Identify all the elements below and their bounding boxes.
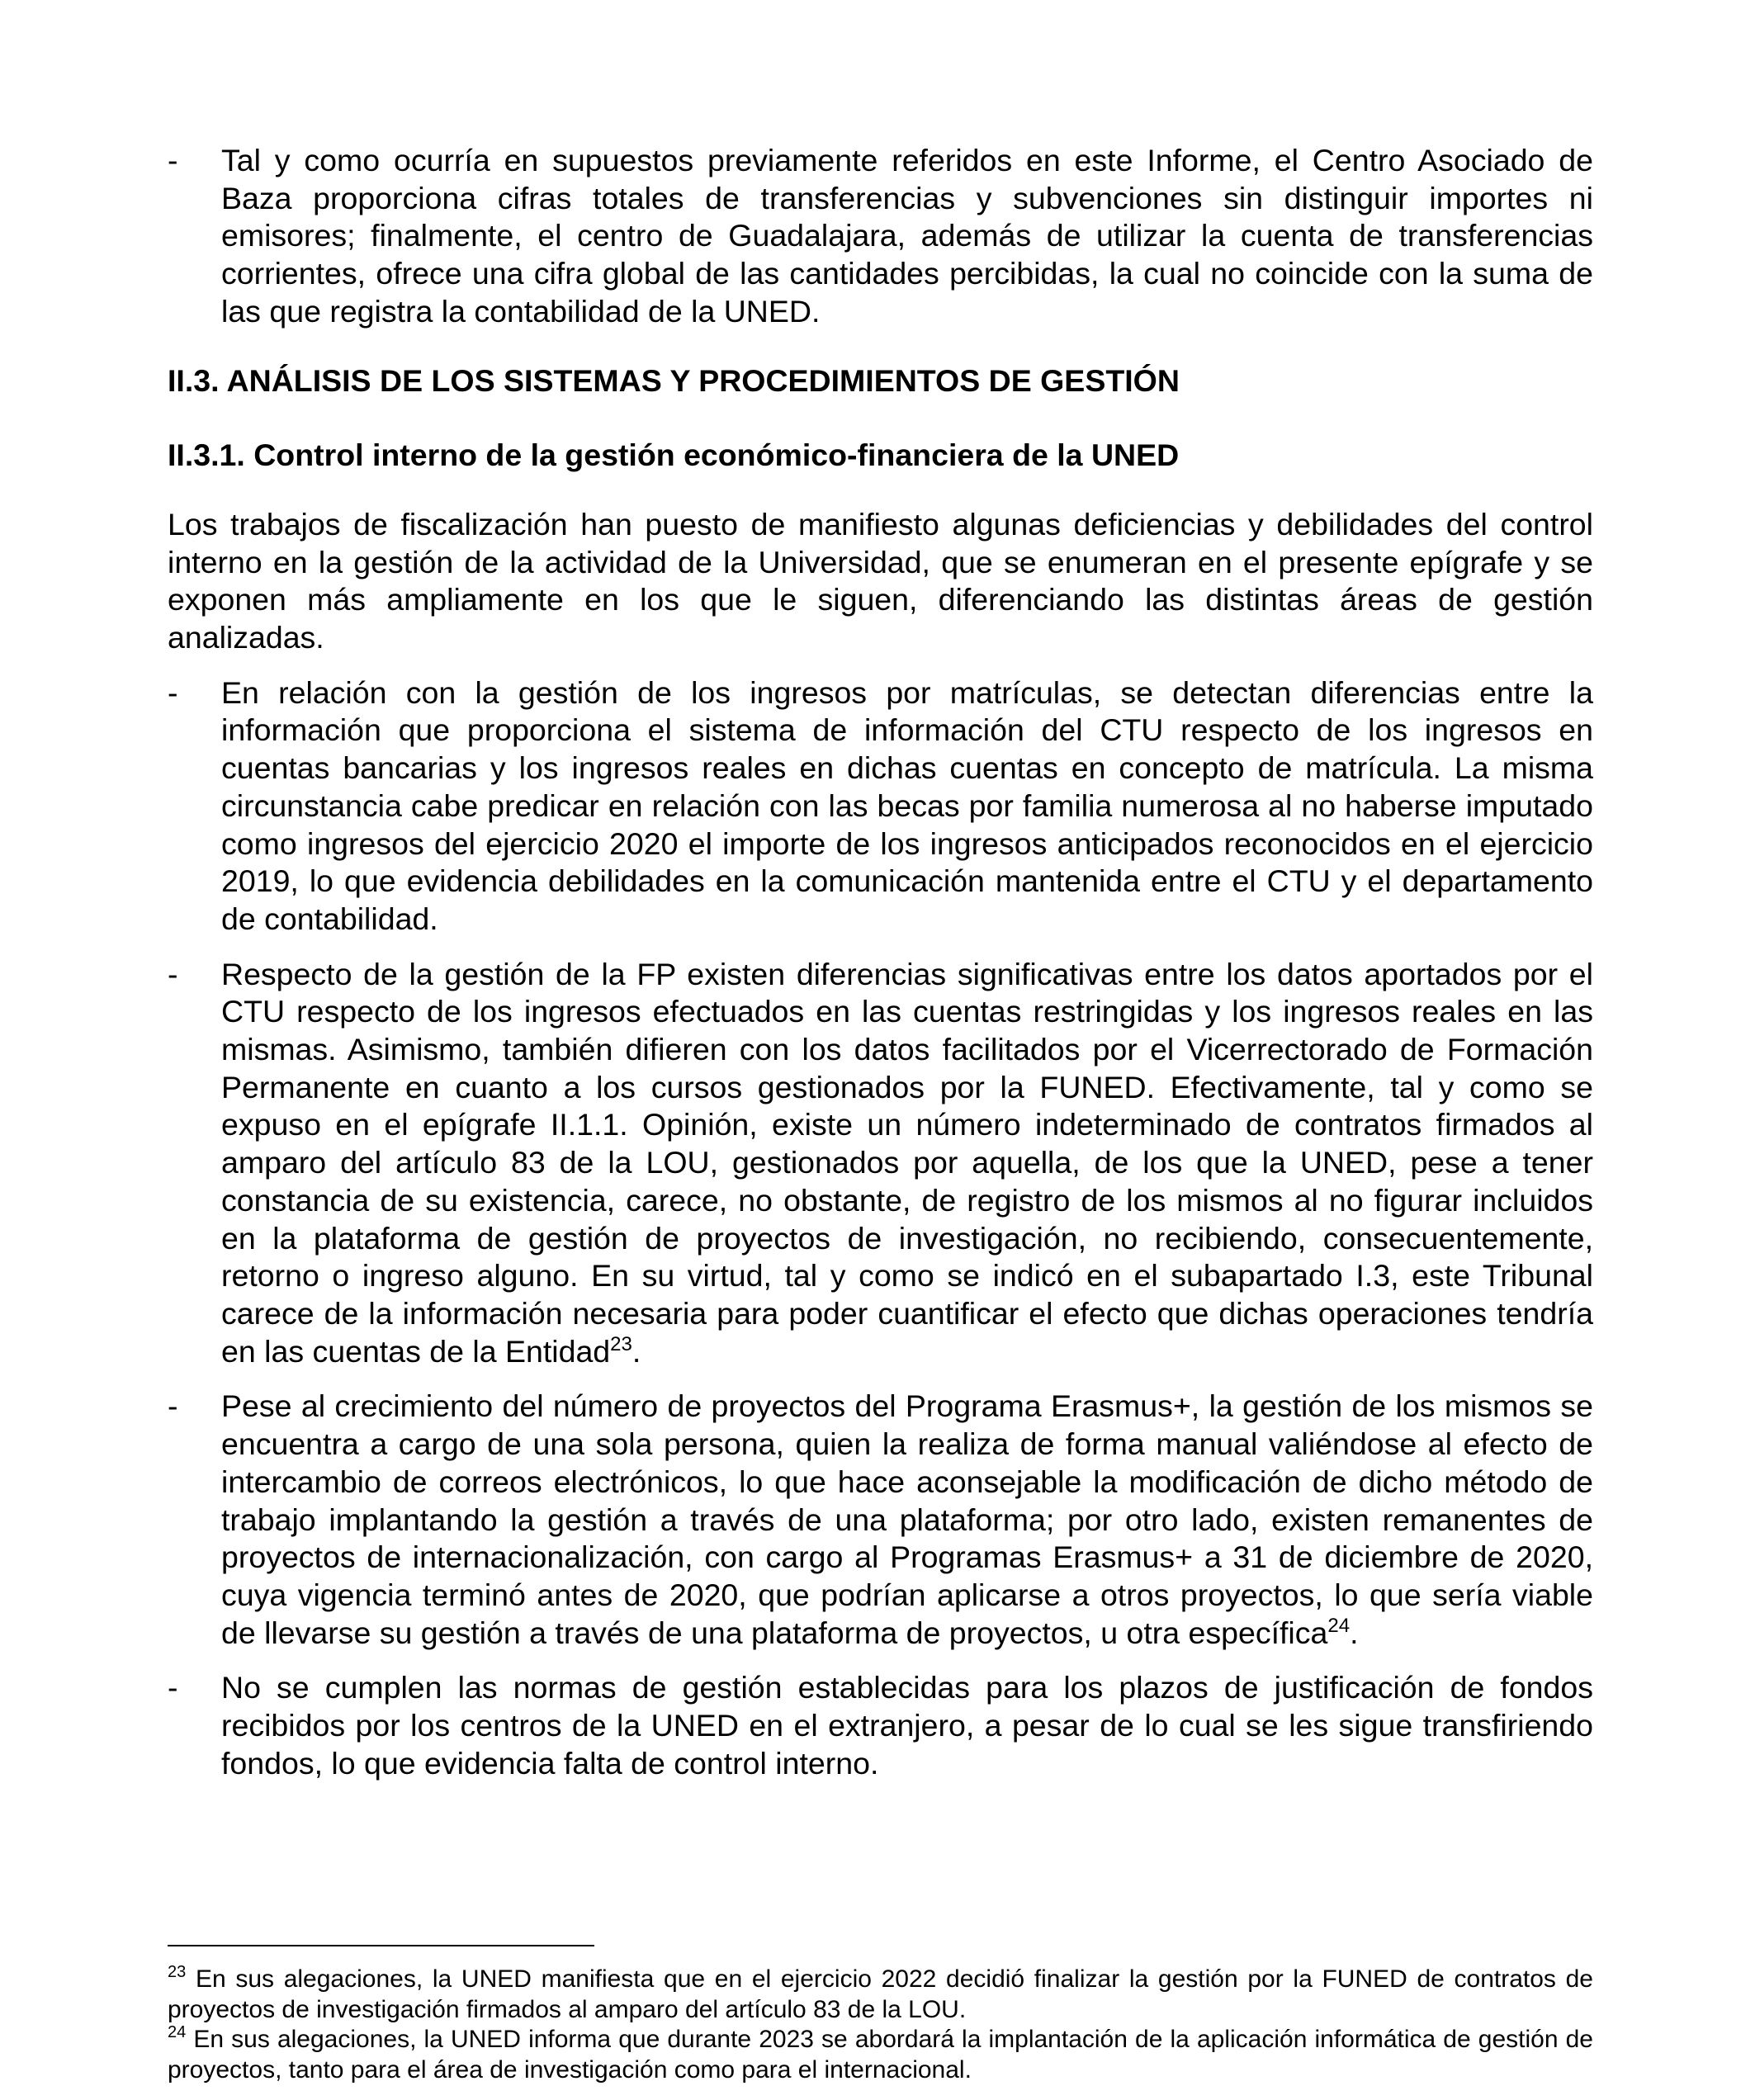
footnotes	[168, 1965, 1593, 2085]
bullet-text-end: .	[632, 1333, 641, 1369]
footnote-text: En sus alegaciones, la UNED manifiesta que en el ejercicio 2022 decidió finalizar la gestión por la FUNED de contratos de proyectos de investigación firmados al amparo del artículo 83 de la LOU.	[168, 1965, 1593, 2023]
bullet-text-body: Pese al crecimiento del número de proyectos del Programa Erasmus+, la gestión de los mismos se encuentra a cargo de una sola persona, quien la realiza de forma manual valiéndose al efecto de intercambio de correos electrónicos, lo que hace aconsejable la modificación de dicho método de trabajo implantando la gestión a través de una plataforma; por otro lado, existen remanentes de proyectos de internacionalización, con cargo al Programas Erasmus+ a 31 de diciembre de 2020, cuya vigencia terminó antes de 2020, que podrían aplicarse a otros proyectos, lo que sería viable de llevarse su gestión a través de una plataforma de proyectos, u otra específica	[221, 1388, 1593, 1650]
intro-paragraph: Los trabajos de fiscalización han puesto de manifiesto algunas deficiencias y debilidades del control interno en la gestión de la actividad de la Universidad, que se enumeran en el presente epígrafe y se exponen más ampliamente en los que le siguen, diferenciando las distintas áreas de gestión analizadas.	[168, 506, 1593, 655]
bullet-text	[221, 956, 1593, 1371]
bullet-item-fp	[168, 956, 1593, 1371]
bullet-dash: -	[168, 956, 178, 991]
bullet-text	[221, 1388, 1593, 1652]
footnote-number: 23	[168, 1963, 187, 1981]
footnote-ref-23[interactable]: 23	[610, 1332, 632, 1355]
subsection-heading: II.3.1. Control interno de la gestión económico-financiera de la UNED	[168, 438, 1180, 473]
bullet-item-extranjero	[168, 1669, 1593, 1782]
footnote-text: En sus alegaciones, la UNED informa que durante 2023 se abordará la implantación de la aplicación informática de gestión de proyectos, tanto para el área de investigación como para el internacional.	[168, 2026, 1593, 2083]
document-body	[168, 142, 1593, 1782]
bullet-text-end: .	[1350, 1615, 1359, 1650]
footnote-separator	[168, 1945, 594, 1946]
bullet-item-baza-guadalajara	[168, 142, 1593, 331]
bullet-text: En relación con la gestión de los ingresos por matrículas, se detectan diferencias entre la información que proporciona el sistema de información del CTU respecto de los ingresos en cuentas bancarias y los ingresos reales en dichas cuentas en concepto de matrícula. La misma circunstancia cabe predicar en relación con las becas por familia numerosa al no haberse imputado como ingresos del ejercicio 2020 el importe de los ingresos anticipados reconocidos en el ejercicio 2019, lo que evidencia debilidades en la comunicación mantenida entre el CTU y el departamento de contabilidad.	[221, 674, 1593, 936]
bullet-dash: -	[168, 143, 178, 177]
footnote-number: 24	[168, 2023, 187, 2041]
bullet-item-erasmus	[168, 1388, 1593, 1652]
footnote-24	[168, 2025, 1593, 2085]
bullet-text: Tal y como ocurría en supuestos previamente referidos en este Informe, el Centro Asociado de Baza proporciona cifras totales de transferencias y subvenciones sin distinguir importes ni emisores; finalmente, el centro de Guadalajara, además de utilizar la cuenta de transferencias corrientes, ofrece una cifra global de las cantidades percibidas, la cual no coincide con la suma de las que registra la contabilidad de la UNED.	[221, 143, 1593, 329]
section-heading: II.3. ANÁLISIS DE LOS SISTEMAS Y PROCEDIMIENTOS DE GESTIÓN	[168, 362, 1180, 398]
bullet-text-body: Respecto de la gestión de la FP existen diferencias significativas entre los datos aportados por el CTU respecto de los ingresos efectuados en las cuentas restringidas y los ingresos reales en las mismas. Asimismo, también difieren con los datos facilitados por el Vicerrectorado de Formación Permanente en cuanto a los cursos gestionados por la FUNED. Efectivamente, tal y como se expuso en el epígrafe II.1.1. Opinión, existe un número indeterminado de contratos firmados al amparo del artículo 83 de la LOU, gestionados por aquella, de los que la UNED, pese a tener constancia de su existencia, carece, no obstante, de registro de los mismos al no figurar incluidos en la plataforma de gestión de proyectos de investigación, no recibiendo, consecuentemente, retorno o ingreso alguno. En su virtud, tal y como se indicó en el subapartado I.3, este Tribunal carece de la información necesaria para poder cuantificar el efecto que dichas operaciones tendría en las cuentas de la Entidad	[221, 956, 1593, 1369]
footnote-23	[168, 1965, 1593, 2025]
footnote-ref-24[interactable]: 24	[1327, 1614, 1351, 1637]
bullet-item-matriculas	[168, 674, 1593, 939]
bullet-text: No se cumplen las normas de gestión establecidas para los plazos de justificación de fondos recibidos por los centros de la UNED en el extranjero, a pesar de lo cual se les sigue transfiriendo fondos, lo que evidencia falta de control interno.	[221, 1670, 1593, 1781]
bullet-dash: -	[168, 1388, 178, 1424]
bullet-dash: -	[168, 674, 178, 710]
bullet-dash: -	[168, 1670, 178, 1705]
